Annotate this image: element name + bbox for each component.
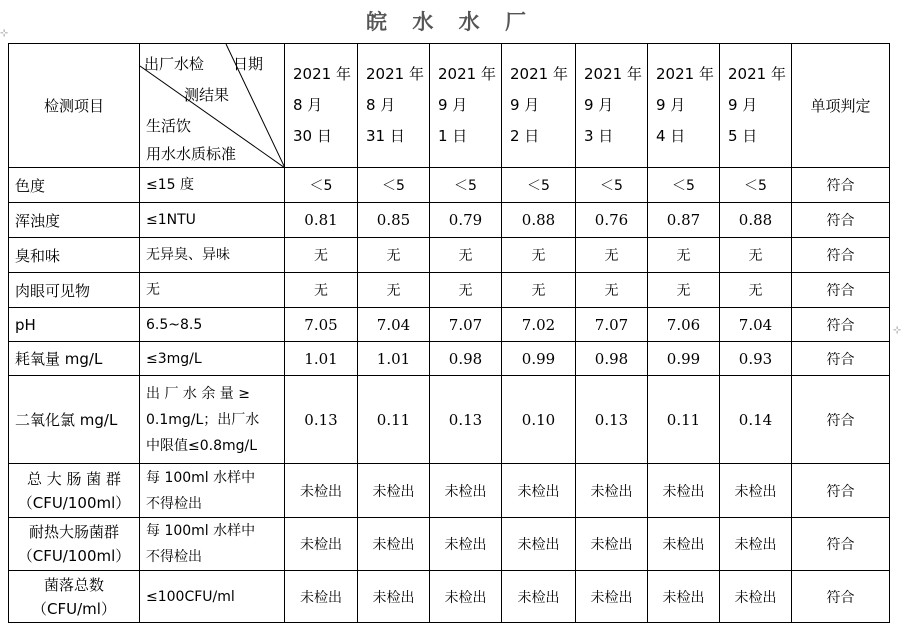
value-cell: 未检出	[576, 464, 648, 518]
judge-cell: 符合	[792, 168, 890, 203]
table-row	[9, 376, 890, 464]
standard-cell: 每 100ml 水样中 不得检出	[140, 464, 285, 518]
table-row	[9, 308, 890, 342]
judge-cell: 符合	[792, 308, 890, 342]
item-cell: 浑浊度	[9, 203, 140, 238]
value-cell: 0.98	[430, 342, 502, 376]
value-cell: 1.01	[358, 342, 430, 376]
value-cell: 7.02	[502, 308, 576, 342]
value-cell: 未检出	[648, 464, 720, 518]
value-cell: 0.13	[285, 376, 358, 464]
value-cell: ＜5	[576, 168, 648, 203]
judge-cell: 符合	[792, 238, 890, 273]
value-cell: 无	[285, 238, 358, 273]
value-cell: 未检出	[576, 571, 648, 623]
standard-cell: 无	[140, 273, 285, 308]
table-row	[9, 571, 890, 623]
value-cell: 7.04	[358, 308, 430, 342]
value-cell: 0.81	[285, 203, 358, 238]
value-cell: 0.98	[576, 342, 648, 376]
value-cell: 未检出	[285, 518, 358, 571]
value-cell: 未检出	[430, 518, 502, 571]
standard-cell: 每 100ml 水样中 不得检出	[140, 518, 285, 571]
value-cell: ＜5	[648, 168, 720, 203]
value-cell: 未检出	[648, 518, 720, 571]
value-cell: 未检出	[502, 518, 576, 571]
value-cell: 未检出	[358, 571, 430, 623]
value-cell: ＜5	[358, 168, 430, 203]
value-cell: ＜5	[430, 168, 502, 203]
value-cell: 0.13	[576, 376, 648, 464]
value-cell: 0.88	[502, 203, 576, 238]
standard-cell: ≤15 度	[140, 168, 285, 203]
value-cell: 未检出	[502, 464, 576, 518]
value-cell: 未检出	[430, 464, 502, 518]
water-quality-table	[8, 43, 890, 623]
judge-cell: 符合	[792, 273, 890, 308]
value-cell: 无	[502, 238, 576, 273]
date-header: 2021 年 9 月 5 日	[720, 44, 792, 168]
value-cell: 无	[358, 238, 430, 273]
value-cell: 7.07	[430, 308, 502, 342]
table-row	[9, 518, 890, 571]
table-row	[9, 203, 890, 238]
value-cell: 7.07	[576, 308, 648, 342]
value-cell: 无	[576, 238, 648, 273]
value-cell: 无	[576, 273, 648, 308]
value-cell: 0.10	[502, 376, 576, 464]
table-body	[9, 168, 890, 623]
value-cell: 无	[285, 273, 358, 308]
table-row	[9, 464, 890, 518]
value-cell: 无	[430, 273, 502, 308]
diag-top-right: 日期	[233, 55, 264, 73]
item-cell: 臭和味	[9, 238, 140, 273]
value-cell: 0.99	[648, 342, 720, 376]
standard-cell: 无异臭、异味	[140, 238, 285, 273]
value-cell: 0.88	[720, 203, 792, 238]
value-cell: 未检出	[358, 518, 430, 571]
value-cell: 无	[648, 238, 720, 273]
value-cell: 0.13	[430, 376, 502, 464]
table-row	[9, 273, 890, 308]
value-cell: 0.14	[720, 376, 792, 464]
judge-cell: 符合	[792, 518, 890, 571]
value-cell: 无	[430, 238, 502, 273]
date-header: 2021 年 9 月 1 日	[430, 44, 502, 168]
value-cell: 未检出	[720, 464, 792, 518]
standard-cell: 出 厂 水 余 量 ≥ 0.1mg/L；出厂水 中限值≤0.8mg/L	[140, 376, 285, 464]
header-row	[9, 44, 890, 168]
value-cell: 0.99	[502, 342, 576, 376]
item-header: 检测项目	[9, 44, 140, 168]
date-header: 2021 年 9 月 2 日	[502, 44, 576, 168]
value-cell: 未检出	[648, 571, 720, 623]
value-cell: 0.93	[720, 342, 792, 376]
item-cell: 色度	[9, 168, 140, 203]
value-cell: 0.11	[358, 376, 430, 464]
value-cell: 无	[358, 273, 430, 308]
item-cell: 肉眼可见物	[9, 273, 140, 308]
value-cell: ＜5	[720, 168, 792, 203]
value-cell: 未检出	[285, 571, 358, 623]
item-cell: pH	[9, 308, 140, 342]
value-cell: 未检出	[720, 571, 792, 623]
item-cell: 耗氧量 mg/L	[9, 342, 140, 376]
value-cell: 未检出	[720, 518, 792, 571]
standard-cell: ≤3mg/L	[140, 342, 285, 376]
value-cell: ＜5	[502, 168, 576, 203]
value-cell: 无	[720, 273, 792, 308]
judge-cell: 符合	[792, 571, 890, 623]
page-title: 皖 水 水 厂	[366, 10, 535, 34]
value-cell: 1.01	[285, 342, 358, 376]
judge-cell: 符合	[792, 376, 890, 464]
date-header: 2021 年 9 月 4 日	[648, 44, 720, 168]
judge-cell: 符合	[792, 203, 890, 238]
diag-mid: 测结果	[184, 86, 230, 104]
item-cell: 菌落总数 （CFU/ml）	[9, 571, 140, 623]
judge-cell: 符合	[792, 342, 890, 376]
date-header: 2021 年 9 月 3 日	[576, 44, 648, 168]
value-cell: 0.79	[430, 203, 502, 238]
table-row	[9, 168, 890, 203]
value-cell: 7.04	[720, 308, 792, 342]
standard-cell: ≤1NTU	[140, 203, 285, 238]
table-move-handle[interactable]: ⊹	[0, 28, 9, 39]
table-row	[9, 342, 890, 376]
item-cell: 总 大 肠 菌 群 （CFU/100ml）	[9, 464, 140, 518]
standard-cell: 6.5~8.5	[140, 308, 285, 342]
judge-cell: 符合	[792, 464, 890, 518]
value-cell: 0.76	[576, 203, 648, 238]
value-cell: 未检出	[576, 518, 648, 571]
value-cell: 0.11	[648, 376, 720, 464]
diag-top-left: 出厂水检	[144, 55, 205, 73]
value-cell: 0.85	[358, 203, 430, 238]
value-cell: ＜5	[285, 168, 358, 203]
standard-cell: ≤100CFU/ml	[140, 571, 285, 623]
value-cell: 未检出	[430, 571, 502, 623]
date-header: 2021 年 8 月 31 日	[358, 44, 430, 168]
value-cell: 未检出	[285, 464, 358, 518]
table-resize-handle[interactable]: ⊹	[893, 325, 901, 336]
value-cell: 7.05	[285, 308, 358, 342]
value-cell: 无	[648, 273, 720, 308]
value-cell: 未检出	[502, 571, 576, 623]
value-cell: 无	[720, 238, 792, 273]
diagonal-header	[140, 44, 285, 168]
value-cell: 7.06	[648, 308, 720, 342]
value-cell: 无	[502, 273, 576, 308]
diag-bottom-1: 生活饮	[146, 117, 192, 135]
diag-bottom-2: 用水水质标准	[146, 145, 237, 163]
item-cell: 耐热大肠菌群 （CFU/100ml）	[9, 518, 140, 571]
value-cell: 0.87	[648, 203, 720, 238]
table-row	[9, 238, 890, 273]
value-cell: 未检出	[358, 464, 430, 518]
date-header: 2021 年 8 月 30 日	[285, 44, 358, 168]
item-cell: 二氧化氯 mg/L	[9, 376, 140, 464]
judge-header: 单项判定	[792, 44, 890, 168]
